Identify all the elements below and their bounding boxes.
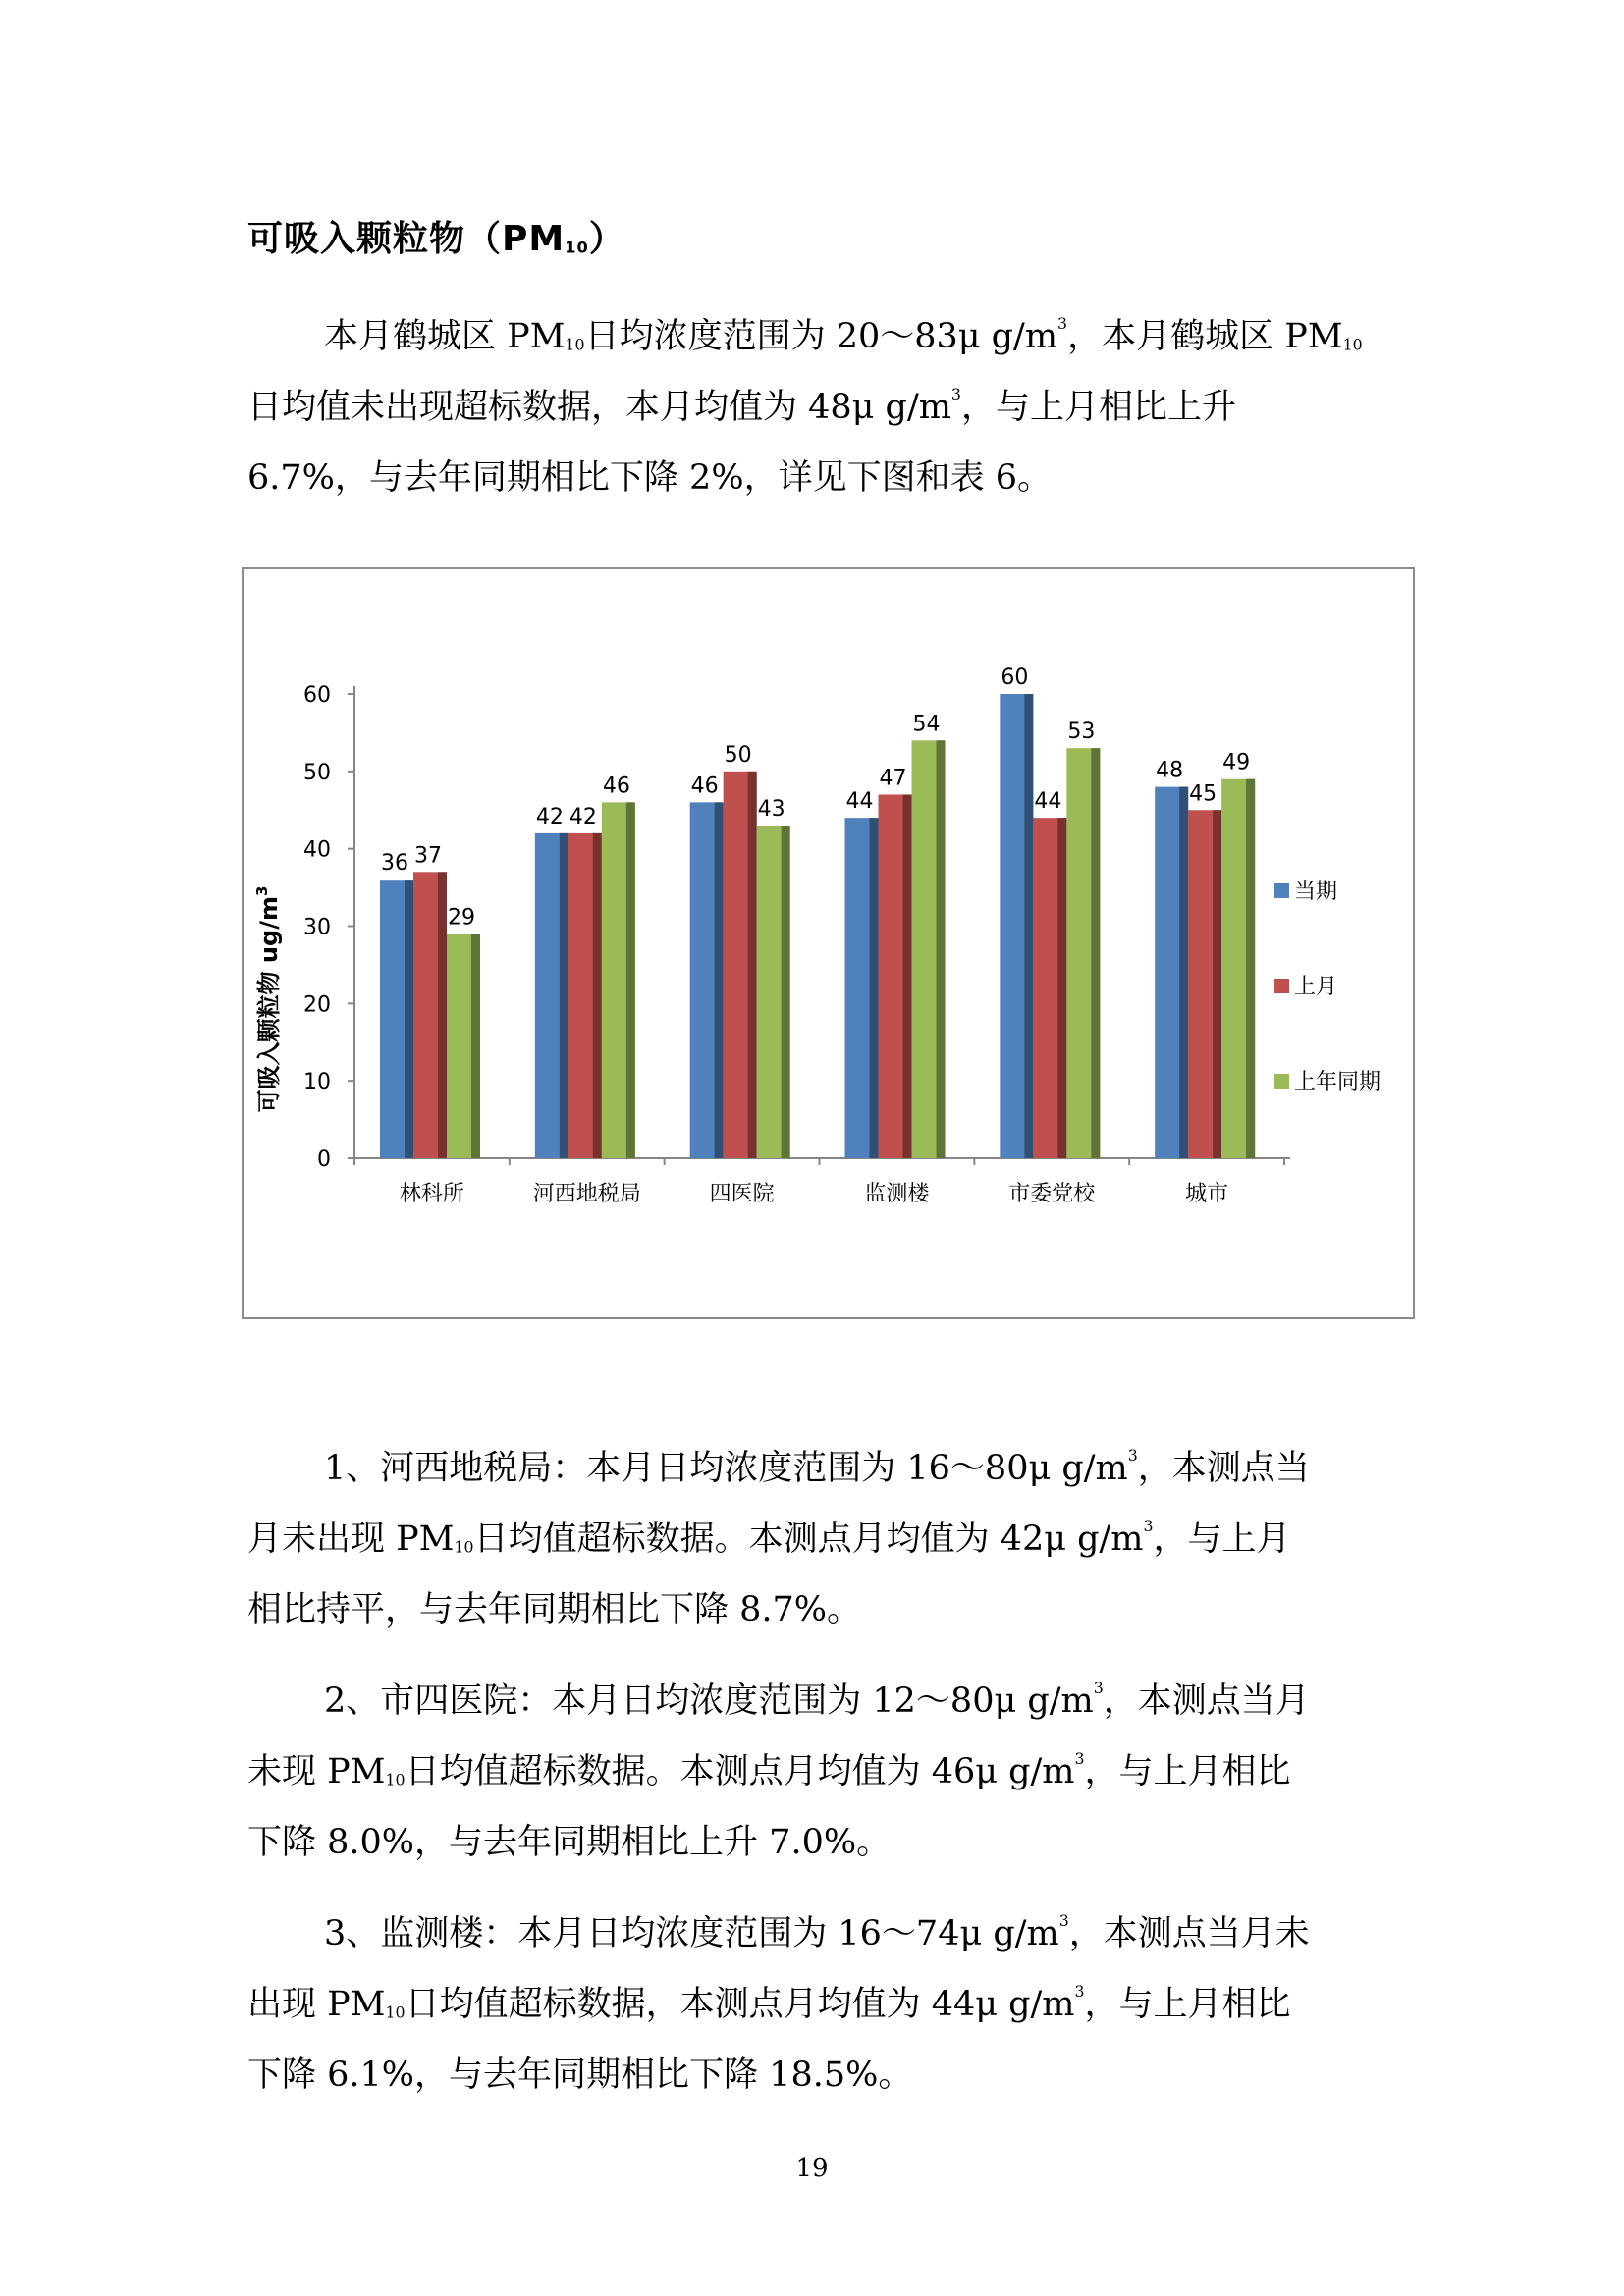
data-label: 43 — [757, 797, 785, 823]
y-tick-label: 50 — [303, 760, 331, 785]
data-label: 47 — [879, 766, 907, 791]
data-label: 42 — [568, 804, 597, 829]
legend-swatch — [1274, 1074, 1289, 1089]
data-label: 45 — [1189, 781, 1218, 807]
data-label: 60 — [1001, 666, 1029, 690]
bar-side-上年同期 — [1091, 748, 1100, 1158]
bar-side-上月 — [438, 872, 447, 1158]
legend-label: 上月 — [1294, 975, 1338, 999]
data-label: 46 — [602, 774, 630, 799]
data-label: 37 — [414, 843, 442, 869]
y-tick-label: 30 — [303, 915, 331, 940]
bar-side-上年同期 — [1246, 779, 1255, 1158]
item2-line-2: 未现 $PM_{10}$日均值超标数据。本测点月均值为 46μ $g/m^3$，与上月相比 — [247, 1749, 1291, 1791]
intro-paragraph — [247, 301, 1386, 513]
y-tick-label: 10 — [303, 1070, 331, 1095]
y-axis-label: 可吸入颗粒物 $ug/m^3$ — [253, 885, 283, 1113]
bar-side-上月 — [903, 794, 912, 1158]
bar-side-上月 — [593, 833, 602, 1158]
chart-canvas — [244, 569, 1413, 1317]
intro-line-2: 日均值未出现超标数据，本月均值为 48μ $g/m^3$，与上月相比上升 — [247, 385, 1236, 427]
data-label: 29 — [448, 905, 475, 931]
data-label: 44 — [1034, 789, 1062, 815]
data-label: 48 — [1156, 758, 1184, 783]
section-heading: 可吸入颗粒物$(PM_{10})$ — [247, 219, 625, 259]
x-tick-label: 监测楼 — [864, 1182, 930, 1206]
bar-side-上年同期 — [471, 934, 480, 1158]
bar-side-当期 — [715, 802, 724, 1158]
bar-side-当期 — [405, 880, 413, 1158]
item-paragraph-2 — [247, 1666, 1386, 1878]
data-label: 49 — [1222, 750, 1251, 775]
item2-line-1: 2、市四医院：本月日均浓度范围为 12～80μ $g/m^3$，本测点当月 — [324, 1679, 1310, 1721]
data-label: 44 — [845, 789, 874, 815]
legend-swatch — [1274, 979, 1289, 993]
data-label: 36 — [381, 851, 408, 877]
item-paragraph-1 — [247, 1433, 1386, 1645]
item1-line-1: 1、河西地税局：本月日均浓度范围为 16～80μ $g/m^3$，本测点当 — [324, 1446, 1310, 1488]
bar-side-当期 — [1024, 694, 1033, 1158]
bar-side-上年同期 — [626, 802, 635, 1158]
bar-side-当期 — [560, 833, 568, 1158]
item1-line-3: 相比持平，与去年同期相比下降 8.7%。 — [247, 1590, 862, 1629]
legend-label: 当期 — [1294, 880, 1338, 904]
data-label: 54 — [912, 712, 941, 737]
bar-side-上月 — [1057, 818, 1066, 1158]
legend-label: 上年同期 — [1294, 1070, 1381, 1095]
y-tick-label: 0 — [317, 1148, 331, 1172]
bar-side-上月 — [1213, 810, 1221, 1158]
y-tick-label: 60 — [303, 683, 331, 708]
intro-line-1: 本月鹤城区 $PM_{10}$日均浓度范围为 20～83μ $g/m^3$，本月鹤城区 $PM_{10}$ — [324, 314, 1363, 356]
x-tick-label: 四医院 — [709, 1182, 775, 1206]
item2-line-3: 下降 8.0%，与去年同期相比上升 7.0%。 — [247, 1823, 892, 1862]
bar-side-当期 — [1179, 787, 1188, 1158]
x-tick-label: 市委党校 — [1008, 1182, 1096, 1206]
x-tick-label: 林科所 — [399, 1182, 464, 1206]
bar-side-上月 — [748, 772, 757, 1158]
data-label: 50 — [724, 742, 752, 768]
item3-line-1: 3、监测楼：本月日均浓度范围为 16～74μ $g/m^3$，本测点当月未 — [324, 1911, 1310, 1953]
legend-swatch — [1274, 883, 1289, 898]
data-label: 46 — [690, 774, 719, 799]
item-paragraph-3 — [247, 1898, 1386, 2110]
bar-side-上年同期 — [937, 740, 946, 1158]
bar-side-当期 — [870, 818, 879, 1158]
item3-line-2: 出现 $PM_{10}$日均值超标数据，本测点月均值为 44μ $g/m^3$，与上月相比 — [247, 1982, 1291, 2024]
y-tick-label: 20 — [303, 992, 331, 1018]
x-tick-label: 河西地税局 — [532, 1182, 641, 1206]
bar-side-上年同期 — [782, 826, 790, 1158]
item3-line-3: 下降 6.1%，与去年同期相比下降 18.5%。 — [247, 2056, 913, 2095]
y-tick-label: 40 — [303, 837, 331, 863]
data-label: 53 — [1067, 720, 1096, 745]
page-number: 19 — [795, 2154, 829, 2183]
x-tick-label: 城市 — [1185, 1182, 1229, 1206]
data-label: 42 — [535, 804, 564, 829]
item1-line-2: 月未出现 $PM_{10}$日均值超标数据。本测点月均值为 42μ $g/m^3$，与上月 — [247, 1517, 1291, 1559]
pm10-bar-chart — [242, 567, 1415, 1319]
intro-line-3: 6.7%，与去年同期相比下降 2%，详见下图和表 6。 — [247, 458, 1052, 498]
